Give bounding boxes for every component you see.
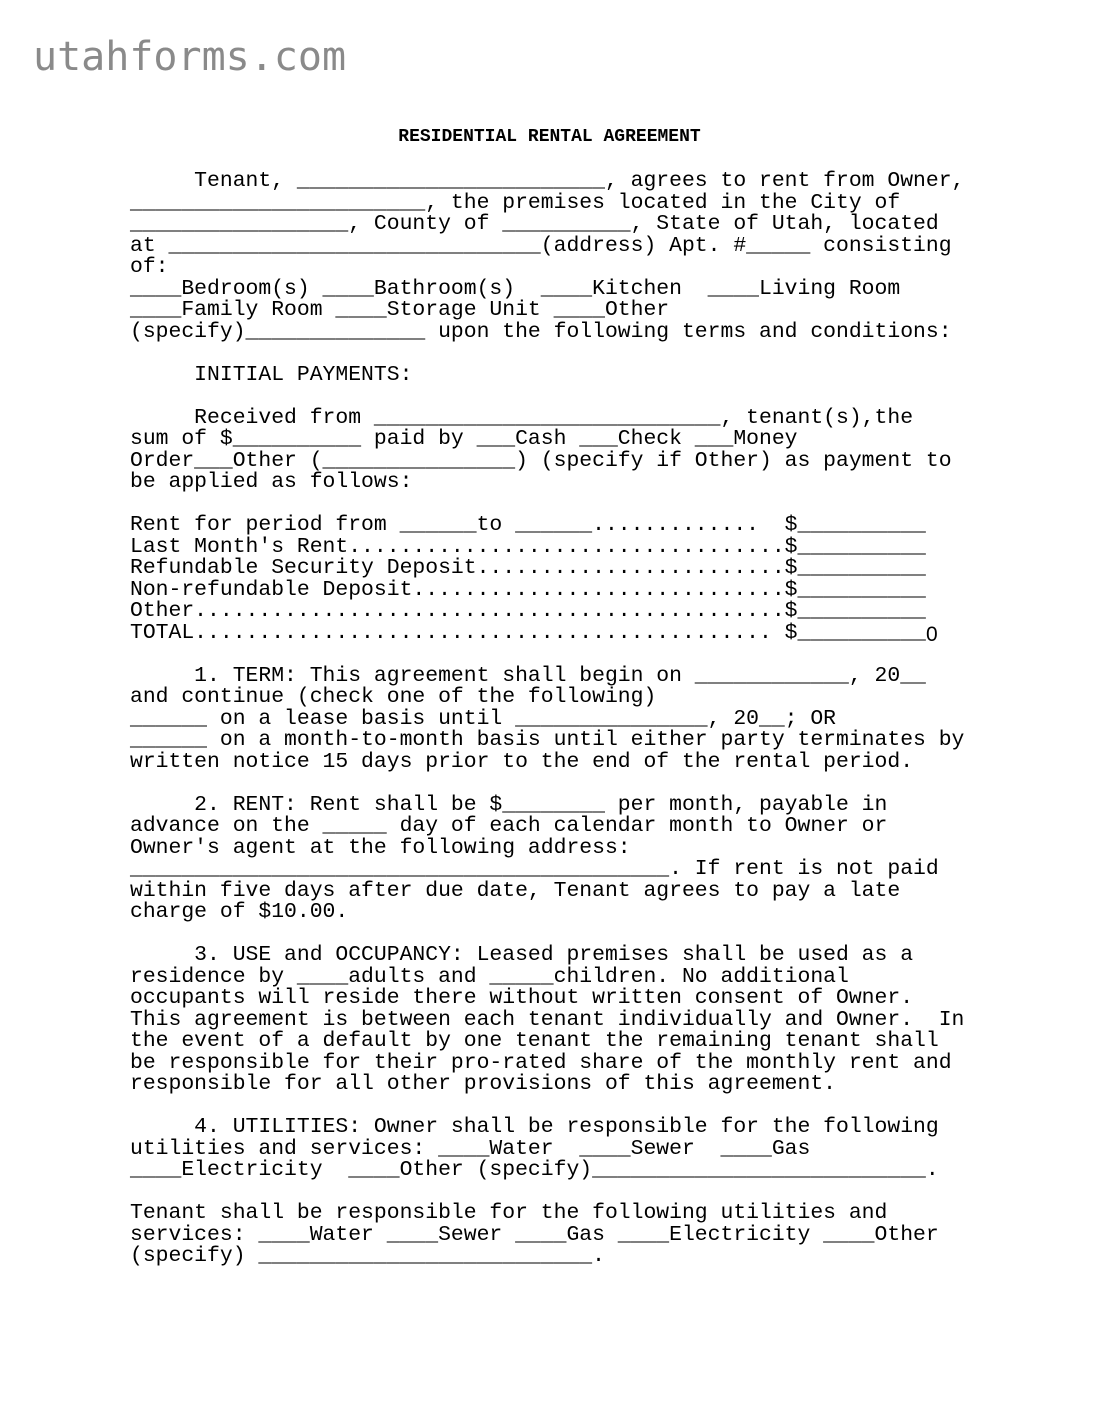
body-line: ______ on a lease basis until _______________, 20__; OR xyxy=(130,706,837,731)
body-line: (specify)______________ upon the following terms and conditions: xyxy=(130,319,952,344)
body-line xyxy=(130,773,964,795)
body-line xyxy=(130,1096,964,1118)
body-line xyxy=(130,644,964,666)
body-line: ____Bedroom(s) ____Bathroom(s) ____Kitchen ____Living Room xyxy=(130,276,901,301)
body-line: This agreement is between each tenant individually and Owner. In xyxy=(130,1007,965,1032)
body-line: Non-refundable Deposit.............................$__________ xyxy=(130,577,926,602)
body-line: residence by ____adults and _____children. No additional xyxy=(130,964,849,989)
body-line: ____Electricity ____Other (specify)__________________________. xyxy=(130,1158,939,1182)
body-line: 2. RENT: Rent shall be $________ per month, payable in xyxy=(130,792,888,817)
body-line: services: ____Water ____Sewer ____Gas ____Electricity ____Other xyxy=(130,1222,939,1247)
body-line: advance on the _____ day of each calendar month to Owner or xyxy=(130,814,888,838)
body-line: 3. USE and OCCUPANCY: Leased premises shall be used as a xyxy=(130,943,914,967)
body-line: INITIAL PAYMENTS: xyxy=(130,362,413,387)
agreement-body xyxy=(130,171,964,1268)
body-line: 4. UTILITIES: Owner shall be responsible for the following xyxy=(130,1115,939,1139)
body-line: Owner's agent at the following address: xyxy=(130,835,631,860)
body-line: TOTAL............................................. $__________ xyxy=(130,620,926,645)
body-line: written notice 15 days prior to the end of the rental period. xyxy=(130,749,914,774)
body-line: Refundable Security Deposit........................$__________ xyxy=(130,556,926,580)
body-line: ____Family Room ____Storage Unit ____Other xyxy=(130,298,670,322)
body-line: Order___Other (_______________) (specify if Other) as payment to xyxy=(130,448,952,473)
body-line xyxy=(130,924,964,946)
body-line: Rent for period from ______to ______............. $__________ xyxy=(130,513,926,537)
body-line: Received from ___________________________, tenant(s),the xyxy=(130,405,914,430)
body-line: (specify) __________________________. xyxy=(130,1244,605,1268)
body-line: 1. TERM: This agreement shall begin on ____________, 20__ xyxy=(130,663,926,688)
body-line: _________________, County of __________, State of Utah, located xyxy=(130,212,939,236)
body-line: responsible for all other provisions of this agreement. xyxy=(130,1072,837,1096)
body-line: at _____________________________(address) Apt. #_____ consisting xyxy=(130,233,952,258)
body-line: of: xyxy=(130,255,169,279)
body-line: within five days after due date, Tenant agrees to pay a late xyxy=(130,878,901,903)
body-line: charge of $10.00. xyxy=(130,900,349,924)
total-value: 0 xyxy=(926,623,938,646)
body-line: occupants will reside there without written consent of Owner. xyxy=(130,986,914,1010)
body-line: Tenant shall be responsible for the following utilities and xyxy=(130,1201,888,1225)
body-line xyxy=(130,1182,964,1204)
body-line: ______ on a month-to-month basis until either party terminates by xyxy=(130,728,965,752)
body-line: sum of $__________ paid by ___Cash ___Check ___Money xyxy=(130,427,798,451)
body-line: Last Month's Rent..................................$__________ xyxy=(130,534,926,559)
body-line: and continue (check one of the following) xyxy=(130,685,657,709)
body-line xyxy=(130,386,964,408)
body-line xyxy=(130,494,964,516)
body-line: the event of a default by one tenant the remaining tenant shall xyxy=(130,1029,939,1053)
site-watermark: utahforms.com xyxy=(33,34,347,80)
document-title: RESIDENTIAL RENTAL AGREEMENT xyxy=(398,127,701,147)
body-line: Tenant, ________________________, agrees to rent from Owner, xyxy=(130,169,965,193)
body-line: __________________________________________. If rent is not paid xyxy=(130,857,939,881)
body-line: be applied as follows: xyxy=(130,470,413,494)
body-line xyxy=(130,343,964,365)
body-line: Other..............................................$__________ xyxy=(130,599,926,623)
body-line: _______________________, the premises located in the City of xyxy=(130,190,901,215)
body-line: utilities and services: ____Water ____Sewer ____Gas xyxy=(130,1136,811,1161)
body-line: be responsible for their pro-rated share of the monthly rent and xyxy=(130,1050,952,1075)
